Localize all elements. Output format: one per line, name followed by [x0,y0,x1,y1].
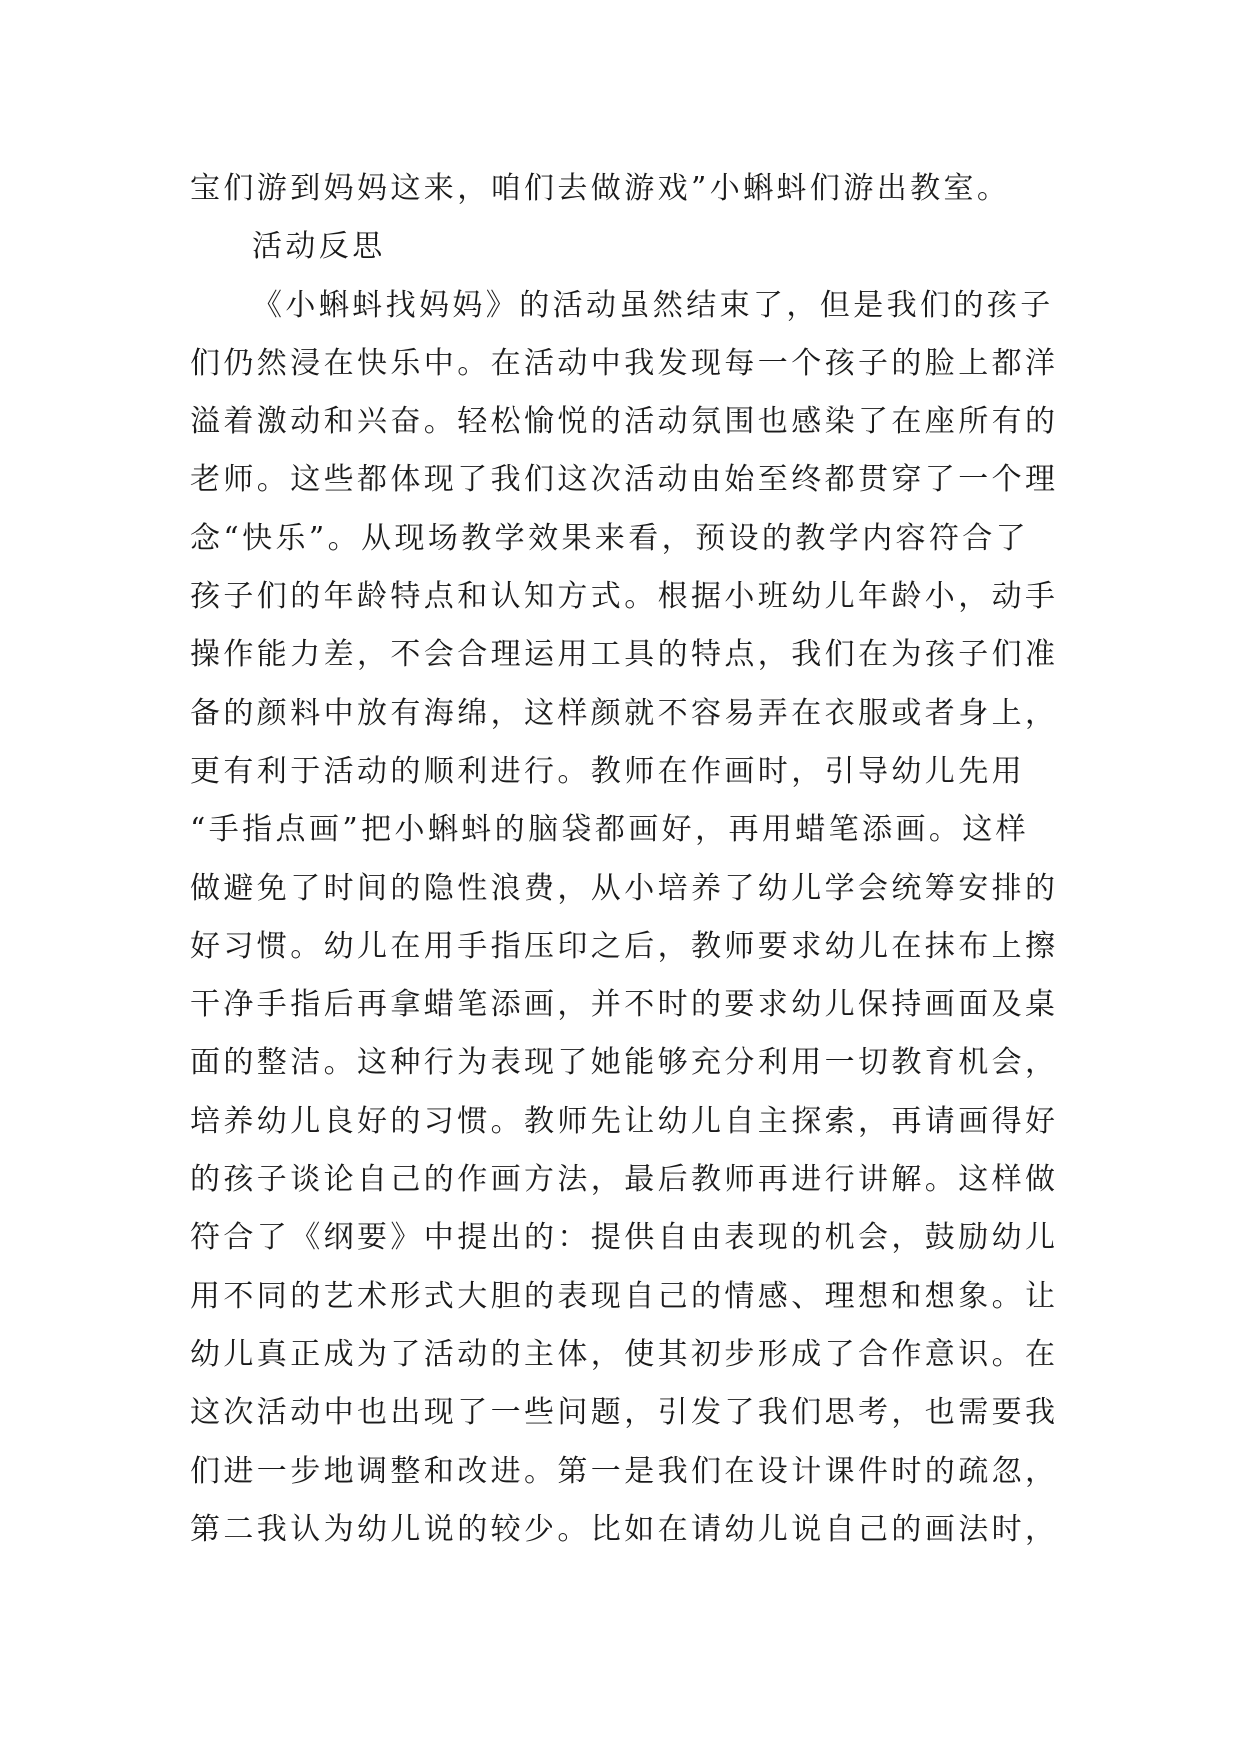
text-line-12: “手指点画”把小蝌蚪的脑袋都画好，再用蜡笔添画。这样 [190,812,1030,848]
text-line-11: 更有利于活动的顺利进行。教师在作画时，引导幼儿先用 [190,753,1025,789]
text-line-3: 《小蝌蚪找妈妈》的活动虽然结束了，但是我们的孩子 [252,287,1054,323]
text-line-6: 老师。这些都体现了我们这次活动由始至终都贯穿了一个理 [190,462,1059,498]
text-line-15: 干净手指后再拿蜡笔添画，并不时的要求幼儿保持画面及桌 [190,987,1059,1023]
text-line-20: 用不同的艺术形式大胆的表现自己的情感、理想和想象。让 [190,1278,1059,1314]
text-line-10: 备的颜料中放有海绵，这样颜就不容易弄在衣服或者身上， [190,695,1059,731]
text-line-19: 符合了《纲要》中提出的：提供自由表现的机会，鼓励幼儿 [190,1220,1059,1256]
section-heading-activity-reflection: 活动反思 [252,229,386,265]
text-line-13: 做避免了时间的隐性浪费，从小培养了幼儿学会统筹安排的 [190,870,1059,906]
text-line-18: 的孩子谈论自己的作画方法，最后教师再进行讲解。这样做 [190,1162,1059,1198]
text-line-4: 们仍然浸在快乐中。在活动中我发现每一个孩子的脸上都洋 [190,345,1059,381]
text-line-21: 幼儿真正成为了活动的主体，使其初步形成了合作意识。在 [190,1336,1059,1372]
text-line-8: 孩子们的年龄特点和认知方式。根据小班幼儿年龄小，动手 [190,579,1059,615]
text-line-22: 这次活动中也出现了一些问题，引发了我们思考，也需要我 [190,1395,1059,1431]
text-line-17: 培养幼儿良好的习惯。教师先让幼儿自主探索，再请画得好 [190,1103,1059,1139]
text-line-5: 溢着激动和兴奋。轻松愉悦的活动氛围也感染了在座所有的 [190,404,1059,440]
text-line-16: 面的整洁。这种行为表现了她能够充分利用一切教育机会， [190,1045,1059,1081]
text-line-7: 念“快乐”。从现场教学效果来看，预设的教学内容符合了 [190,520,1030,556]
text-line-24: 第二我认为幼儿说的较少。比如在请幼儿说自己的画法时， [190,1511,1059,1547]
text-line-9: 操作能力差，不会合理运用工具的特点，我们在为孩子们准 [190,637,1059,673]
body-text [190,160,1070,1559]
text-line-14: 好习惯。幼儿在用手指压印之后，教师要求幼儿在抹布上擦 [190,928,1059,964]
text-line-1: 宝们游到妈妈这来，咱们去做游戏”小蝌蚪们游出教室。 [190,171,1011,206]
text-line-23: 们进一步地调整和改进。第一是我们在设计课件时的疏忽， [190,1453,1059,1489]
